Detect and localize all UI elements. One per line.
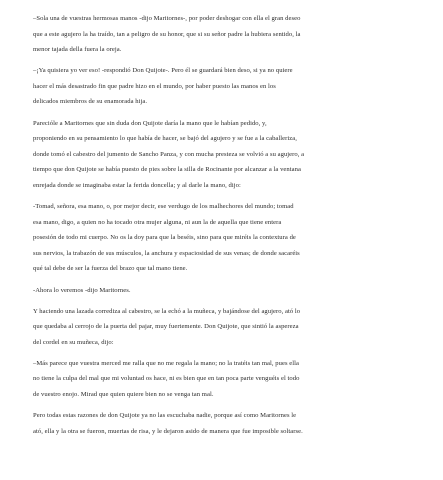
paragraph-1: [33, 11, 421, 58]
text-line: Y haciendo una lazada corrediza al cabestro, se la echó a la muñeca, y bajándose del agujero, ató lo: [33, 307, 301, 315]
text-line: enrejada donde se imaginaba estar la ferida doncella; y al darle la mano, dijo:: [33, 181, 241, 189]
text-line: que quedaba al cerrojo de la puerta del pajar, muy fuertemente. Don Quijote, que sintió la aspereza: [33, 323, 299, 331]
text-line: –Sola una de vuestras hermosas manos -dijo Maritornes-, por poder deshogar con ella el gran deseo: [33, 15, 301, 22]
text-line: esa mano, digo, a quien no ha tocado otra mujer alguna, ni aun la de aquella que tiene entera: [33, 218, 282, 226]
text-line: Parecióle a Maritornes que sin duda don Quijote daría la mano que le habían pedido, y,: [33, 119, 267, 127]
paragraph-4: [33, 199, 421, 277]
paragraph-8: [33, 408, 421, 439]
text-line: delicados miembros de su enamorada hija.: [33, 98, 148, 106]
text-line: qué tal debe de ser la fuerza del brazo que tal mano tiene.: [33, 265, 188, 273]
text-line: posesión de todo mi cuerpo. No os la doy para que la beséis, sino para que miréis la contextura de: [33, 234, 296, 242]
paragraph-6: [33, 304, 421, 351]
text-line: de vuestro enojo. Mirad que quien quiere bien no se venga tan mal.: [33, 391, 214, 399]
text-line: que a este agujero la ha traído, tan a peligro de su honor, que si su señor padre la hubiera sentido, la: [33, 30, 301, 38]
text-line: tiempo que don Quijote se había puesto de pies sobre la silla de Rocinante por alcanzar a la ventana: [33, 166, 301, 174]
text-line: –Más parece que vuestra merced me ralla que no me regala la mano; no la tratéis tan mal, pues ella: [33, 359, 299, 367]
paragraph-3: [33, 116, 421, 194]
text-line: Pero todas estas razones de don Quijote ya no las escuchaba nadie, porque así como Maritornes le: [33, 412, 297, 420]
text-line: -Ahora lo veremos -dijo Maritornes.: [33, 286, 131, 294]
text-line: hacer el más desastrado fin que padre hizo en el mundo, por haber puesto las manos en los: [33, 82, 276, 90]
paragraph-7: [33, 356, 421, 403]
paragraph-2: [33, 63, 421, 110]
text-line: del cordel en su muñeca, dijo:: [33, 338, 114, 346]
text-line: donde tomó el cabestro del jumento de Sancho Panza, y con mucha presteza se volvió a su agujero, a: [33, 150, 305, 158]
text-line: no tiene la culpa del mal que mi voluntad os hace, ni es bien que en tan poca parte venguéis el todo: [33, 375, 300, 383]
text-line: –¡Ya quisiera yo ver eso! -respondió Don Quijote-. Pero él se guardará bien deso, si ya no quiere: [33, 67, 293, 75]
text-line: sus nervios, la trabazón de sus músculos, la anchura y espaciosidad de sus venas; de donde sacaréis: [33, 249, 300, 257]
paragraph-5: [33, 283, 421, 299]
text-line: proponiendo en su pensamiento lo que había de hacer, se bajó del agujero y se fue a la caballeriza,: [33, 135, 297, 143]
text-line: ató, ella y la otra se fueron, muertas de risa, y le dejaron asido de manera que fue imposible soltarse.: [33, 427, 303, 435]
text-line: menor tajada della fuera la oreja.: [33, 46, 122, 54]
text-line: -Tomad, señora, esa mano, o, por mejor decir, ese verdugo de los malhechores del mundo; tomad: [33, 203, 294, 211]
